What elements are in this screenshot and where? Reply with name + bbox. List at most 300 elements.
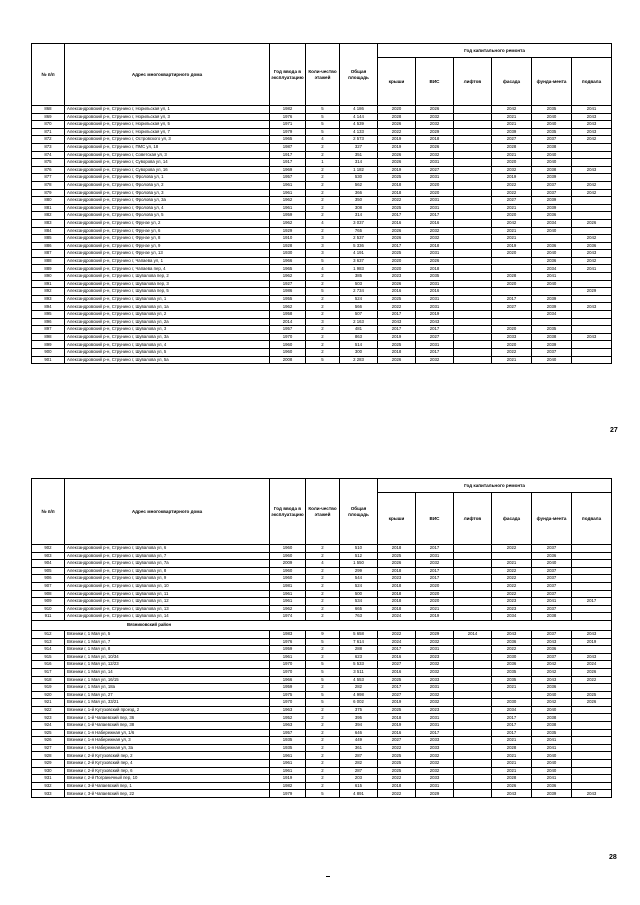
cell-foundation: 2040 <box>532 227 572 235</box>
cell-vis: 2032 <box>416 356 454 364</box>
section-title: Вязниковский район <box>32 620 612 630</box>
cell-roof: 2018 <box>378 349 416 357</box>
cell-lift <box>454 699 492 707</box>
cell-floors: 4 <box>306 265 340 273</box>
cell-basement <box>572 356 612 364</box>
cell-basement: 2042 <box>572 189 612 197</box>
table-row <box>32 143 612 151</box>
cell-basement <box>572 646 612 654</box>
cell-vis: 2031 <box>416 159 454 167</box>
cell-facade: 2022 <box>492 590 532 598</box>
cell-area: 3 511 <box>340 668 378 676</box>
cell-lift <box>454 760 492 768</box>
cell-area: 646 <box>340 729 378 737</box>
table-row <box>32 242 612 250</box>
cell-foundation: 2040 <box>532 159 572 167</box>
cell-vis: 2031 <box>416 197 454 205</box>
cell-num: 931 <box>32 775 65 783</box>
cell-lift <box>454 752 492 760</box>
cell-facade: 2017 <box>492 714 532 722</box>
cell-num: 909 <box>32 598 65 606</box>
cell-floors: 2 <box>306 760 340 768</box>
cell-area: 2 537 <box>340 235 378 243</box>
cell-facade: 2036 <box>492 638 532 646</box>
cell-num: 895 <box>32 311 65 319</box>
cell-num: 930 <box>32 767 65 775</box>
cell-year: 1987 <box>270 143 306 151</box>
cell-roof: 2024 <box>378 613 416 621</box>
cell-num: 869 <box>32 113 65 121</box>
cell-vis: 2032 <box>416 752 454 760</box>
cell-foundation: 2037 <box>532 605 572 613</box>
cell-address: Александровский р-н, Струнино г, Фрунзе ул, 9 <box>65 242 270 250</box>
cell-address: Вязники г, 1 Мая ул, 27 <box>65 691 270 699</box>
cell-floors: 2 <box>306 775 340 783</box>
cell-foundation: 2040 <box>532 113 572 121</box>
cell-basement: 2042 <box>572 181 612 189</box>
cell-floors: 5 <box>306 638 340 646</box>
cell-roof: 2018 <box>378 545 416 553</box>
cell-address: Александровский р-н, Струнино г, Шувалова ул, 14 <box>65 613 270 621</box>
cell-basement <box>572 349 612 357</box>
cell-basement <box>572 613 612 621</box>
header-address: Адрес многоквартирного дома <box>65 479 270 545</box>
cell-year: 1970 <box>270 668 306 676</box>
cell-area: 7 614 <box>340 638 378 646</box>
cell-foundation <box>532 235 572 243</box>
cell-roof: 2019 <box>378 722 416 730</box>
cell-basement: 2043 <box>572 166 612 174</box>
table-header <box>32 479 612 545</box>
cell-foundation: 2037 <box>532 582 572 590</box>
cell-address: Александровский р-н, Струнино г, Фрунзе ул, 8 <box>65 235 270 243</box>
cell-year: 2014 <box>270 318 306 326</box>
cell-foundation: 2041 <box>532 744 572 752</box>
header-repair-group: Год капитального ремонта <box>378 44 612 58</box>
cell-basement <box>572 760 612 768</box>
cell-facade: 2020 <box>492 159 532 167</box>
cell-num: 928 <box>32 752 65 760</box>
cell-floors: 2 <box>306 295 340 303</box>
cell-floors: 2 <box>306 575 340 583</box>
cell-foundation: 2036 <box>532 684 572 692</box>
cell-num: 894 <box>32 303 65 311</box>
cell-lift: 2014 <box>454 630 492 638</box>
page-number: 27 <box>610 427 618 434</box>
cell-roof: 2017 <box>378 311 416 319</box>
cell-foundation: 2035 <box>532 128 572 136</box>
cell-num: 881 <box>32 204 65 212</box>
cell-num: 916 <box>32 661 65 669</box>
cell-roof: 2022 <box>378 197 416 205</box>
cell-area: 299 <box>340 567 378 575</box>
cell-address: Александровский р-н, Струнино г, Суворова ул, 16 <box>65 166 270 174</box>
cell-roof: 2016 <box>378 729 416 737</box>
cell-num: 885 <box>32 235 65 243</box>
table-row <box>32 227 612 235</box>
cell-num: 906 <box>32 575 65 583</box>
cell-facade: 2023 <box>492 605 532 613</box>
cell-roof: 2020 <box>378 265 416 273</box>
cell-facade <box>492 691 532 699</box>
cell-year: 1910 <box>270 235 306 243</box>
cell-year: 1961 <box>270 767 306 775</box>
cell-area: 327 <box>340 143 378 151</box>
cell-vis: 2020 <box>416 181 454 189</box>
cell-roof: 2022 <box>378 303 416 311</box>
cell-foundation: 2037 <box>532 630 572 638</box>
cell-facade <box>492 288 532 296</box>
cell-num: 910 <box>32 605 65 613</box>
cell-address: Александровский р-н, Струнино г, Шувалова ул, 3 <box>65 326 270 334</box>
cell-roof: 2022 <box>378 128 416 136</box>
cell-facade: 2030 <box>492 699 532 707</box>
cell-area: 4 133 <box>340 128 378 136</box>
cell-facade: 2034 <box>492 706 532 714</box>
cell-foundation: 2039 <box>532 295 572 303</box>
cell-roof: 2018 <box>378 714 416 722</box>
cell-year: 1919 <box>270 775 306 783</box>
cell-area: 623 <box>340 653 378 661</box>
cell-area: 3 037 <box>340 219 378 227</box>
cell-area: 765 <box>340 227 378 235</box>
cell-num: 897 <box>32 326 65 334</box>
cell-basement <box>572 744 612 752</box>
table-row <box>32 668 612 676</box>
cell-vis: 2017 <box>416 326 454 334</box>
cell-area: 4 144 <box>340 113 378 121</box>
header-floors: Коли-чество этажей <box>306 479 340 545</box>
cell-facade: 2021 <box>492 113 532 121</box>
cell-lift <box>454 181 492 189</box>
cell-lift <box>454 668 492 676</box>
cell-year: 1960 <box>270 575 306 583</box>
cell-lift <box>454 106 492 114</box>
cell-vis: 2017 <box>416 545 454 553</box>
cell-num: 883 <box>32 219 65 227</box>
cell-roof: 2017 <box>378 646 416 654</box>
cell-floors: 2 <box>306 653 340 661</box>
cell-vis: 2031 <box>416 341 454 349</box>
cell-address: Александровский р-н, Струнино г, Шувалова ул, 6 <box>65 545 270 553</box>
cell-area: 507 <box>340 311 378 319</box>
cell-floors: 2 <box>306 273 340 281</box>
cell-vis: 2020 <box>416 590 454 598</box>
cell-address: Вязники г, 1 Мая ул, 7 <box>65 638 270 646</box>
cell-num: 886 <box>32 242 65 250</box>
cell-year: 1935 <box>270 737 306 745</box>
cell-area: 282 <box>340 684 378 692</box>
cell-area: 4 998 <box>340 691 378 699</box>
cell-foundation: 2034 <box>532 311 572 319</box>
cell-foundation: 2037 <box>532 575 572 583</box>
cell-lift <box>454 684 492 692</box>
cell-vis: 2017 <box>416 212 454 220</box>
cell-roof: 2017 <box>378 212 416 220</box>
cell-floors: 5 <box>306 668 340 676</box>
table-row <box>32 128 612 136</box>
cell-area: 4 191 <box>340 250 378 258</box>
cell-vis: 2031 <box>416 722 454 730</box>
table-row <box>32 638 612 646</box>
cell-vis: 2017 <box>416 729 454 737</box>
cell-lift <box>454 661 492 669</box>
cell-basement: 2043 <box>572 303 612 311</box>
cell-roof: 2018 <box>378 598 416 606</box>
cell-floors: 3 <box>306 318 340 326</box>
cell-year: 1963 <box>270 706 306 714</box>
cell-foundation: 2039 <box>532 790 572 798</box>
cell-roof: 2027 <box>378 737 416 745</box>
cell-foundation: 2036 <box>532 257 572 265</box>
cell-area: 1 550 <box>340 560 378 568</box>
cell-year: 1957 <box>270 174 306 182</box>
housing-repair-table <box>31 478 612 798</box>
cell-foundation: 2043 <box>532 638 572 646</box>
cell-area: 4 186 <box>340 106 378 114</box>
cell-address: Александровский р-н, Струнино г, Шувалова ул, 5 <box>65 349 270 357</box>
cell-facade: 2019 <box>492 242 532 250</box>
cell-year: 1930 <box>270 250 306 258</box>
cell-area: 300 <box>340 349 378 357</box>
cell-roof: 2026 <box>378 235 416 243</box>
cell-lift <box>454 560 492 568</box>
cell-num: 932 <box>32 782 65 790</box>
cell-facade: 2021 <box>492 151 532 159</box>
cell-year: 1961 <box>270 189 306 197</box>
table-body <box>32 106 612 364</box>
cell-year: 1935 <box>270 744 306 752</box>
cell-facade: 2021 <box>492 767 532 775</box>
cell-floors: 2 <box>306 722 340 730</box>
cell-address: Александровский р-н, Струнино г, Шувалова пер, 2 <box>65 273 270 281</box>
cell-num: 905 <box>32 567 65 575</box>
cell-vis: 2018 <box>416 242 454 250</box>
cell-vis: 2031 <box>416 782 454 790</box>
cell-basement <box>572 684 612 692</box>
cell-roof: 2018 <box>378 189 416 197</box>
table-row <box>32 219 612 227</box>
cell-lift <box>454 737 492 745</box>
cell-floors: 2 <box>306 311 340 319</box>
cell-foundation: 2040 <box>532 121 572 129</box>
cell-lift <box>454 303 492 311</box>
cell-year: 1959 <box>270 684 306 692</box>
cell-area: 1 983 <box>340 265 378 273</box>
cell-year: 1966 <box>270 257 306 265</box>
cell-facade <box>492 257 532 265</box>
header-address: Адрес многоквартирного дома <box>65 44 270 106</box>
table-row <box>32 303 612 311</box>
cell-address: Вязники г, 1 Мая ул, 8 <box>65 646 270 654</box>
cell-vis: 2032 <box>416 560 454 568</box>
cell-vis: 2017 <box>416 575 454 583</box>
cell-roof: 2024 <box>378 638 416 646</box>
cell-num: 922 <box>32 706 65 714</box>
cell-area: 385 <box>340 273 378 281</box>
cell-num: 874 <box>32 151 65 159</box>
cell-floors: 2 <box>306 752 340 760</box>
table-row <box>32 151 612 159</box>
cell-area: 5 533 <box>340 661 378 669</box>
table-row <box>32 121 612 129</box>
cell-roof: 2043 <box>378 318 416 326</box>
table-row <box>32 318 612 326</box>
table-body <box>32 545 612 621</box>
cell-basement <box>572 545 612 553</box>
cell-facade: 2020 <box>492 280 532 288</box>
cell-foundation: 2034 <box>532 219 572 227</box>
cell-basement <box>572 204 612 212</box>
cell-foundation: 2039 <box>532 197 572 205</box>
cell-area: 314 <box>340 159 378 167</box>
cell-foundation: 2040 <box>532 767 572 775</box>
cell-basement <box>572 590 612 598</box>
cell-floors: 5 <box>306 106 340 114</box>
cell-floors: 5 <box>306 676 340 684</box>
table-row <box>32 605 612 613</box>
cell-foundation: 2037 <box>532 653 572 661</box>
cell-year: 1958 <box>270 311 306 319</box>
cell-roof: 2017 <box>378 326 416 334</box>
table-row <box>32 575 612 583</box>
cell-facade: 2028 <box>492 273 532 281</box>
cell-basement: 2043 <box>572 121 612 129</box>
cell-year: 1928 <box>270 242 306 250</box>
cell-facade: 2027 <box>492 136 532 144</box>
cell-floors: 2 <box>306 174 340 182</box>
cell-area: 6 002 <box>340 699 378 707</box>
cell-area: 2 163 <box>340 318 378 326</box>
cell-year: 1982 <box>270 782 306 790</box>
cell-address: Александровский р-н, Струнино г, Фрунзе ул, 6 <box>65 227 270 235</box>
cell-facade: 2035 <box>492 668 532 676</box>
cell-area: 395 <box>340 714 378 722</box>
cell-basement <box>572 737 612 745</box>
cell-floors: 2 <box>306 341 340 349</box>
cell-year: 1981 <box>270 582 306 590</box>
cell-year: 1961 <box>270 653 306 661</box>
table-body <box>32 630 612 797</box>
cell-lift <box>454 250 492 258</box>
cell-vis: 2026 <box>416 106 454 114</box>
table-row <box>32 760 612 768</box>
cell-lift <box>454 166 492 174</box>
cell-floors: 9 <box>306 630 340 638</box>
cell-year: 1976 <box>270 638 306 646</box>
cell-foundation: 2035 <box>532 106 572 114</box>
cell-area: 544 <box>340 575 378 583</box>
cell-lift <box>454 197 492 205</box>
cell-facade: 2042 <box>492 106 532 114</box>
cell-lift <box>454 227 492 235</box>
cell-address: Александровский р-н, Струнино г, Фролова ул, 4 <box>65 204 270 212</box>
cell-floors: 2 <box>306 212 340 220</box>
cell-lift <box>454 341 492 349</box>
cell-floors: 2 <box>306 333 340 341</box>
cell-vis: 2027 <box>416 333 454 341</box>
cell-num: 926 <box>32 737 65 745</box>
cell-year: 1970 <box>270 333 306 341</box>
cell-floors: 2 <box>306 197 340 205</box>
cell-roof: 2026 <box>378 151 416 159</box>
cell-floors: 2 <box>306 737 340 745</box>
table-row <box>32 775 612 783</box>
cell-address: Вязники г, 1-й Чапаевский пер, 38 <box>65 722 270 730</box>
cell-facade: 2017 <box>492 729 532 737</box>
cell-basement: 2024 <box>572 661 612 669</box>
cell-floors: 4 <box>306 560 340 568</box>
cell-roof: 2019 <box>378 166 416 174</box>
cell-num: 898 <box>32 333 65 341</box>
cell-area: 863 <box>340 333 378 341</box>
cell-area: 394 <box>340 722 378 730</box>
cell-year: 1961 <box>270 598 306 606</box>
cell-foundation: 2038 <box>532 166 572 174</box>
cell-roof: 2025 <box>378 204 416 212</box>
header-foundation: фунда-мента <box>532 493 572 545</box>
cell-lift <box>454 143 492 151</box>
cell-roof: 2022 <box>378 775 416 783</box>
cell-year: 1960 <box>270 545 306 553</box>
cell-floors: 4 <box>306 219 340 227</box>
cell-year: 1971 <box>270 121 306 129</box>
cell-roof: 2020 <box>378 106 416 114</box>
cell-basement: 2043 <box>572 250 612 258</box>
cell-area: 534 <box>340 598 378 606</box>
cell-address: Александровский р-н, Струнино г, Суворова ул, 14 <box>65 159 270 167</box>
cell-floors: 2 <box>306 181 340 189</box>
cell-vis: 2031 <box>416 174 454 182</box>
cell-vis: 2020 <box>416 598 454 606</box>
cell-area: 566 <box>340 303 378 311</box>
cell-roof: 2026 <box>378 121 416 129</box>
cell-floors: 2 <box>306 204 340 212</box>
table-row <box>32 552 612 560</box>
cell-address: Александровский р-н, Струнино г, Шувалова ул, 4 <box>65 341 270 349</box>
header-lift: лифтов <box>454 493 492 545</box>
cell-floors: 2 <box>306 567 340 575</box>
cell-num: 919 <box>32 684 65 692</box>
cell-lift <box>454 590 492 598</box>
cell-year: 1965 <box>270 265 306 273</box>
cell-address: Александровский р-н, Струнино г, Фрунзе ул, 13 <box>65 250 270 258</box>
cell-vis: 2029 <box>416 630 454 638</box>
table-row <box>32 790 612 798</box>
cell-facade: 2028 <box>492 775 532 783</box>
cell-facade: 2035 <box>492 676 532 684</box>
cell-year: 1970 <box>270 661 306 669</box>
cell-lift <box>454 782 492 790</box>
header-vis: ВИС <box>416 493 454 545</box>
cell-year: 1961 <box>270 204 306 212</box>
cell-area: 3 637 <box>340 257 378 265</box>
cell-foundation: 2038 <box>532 714 572 722</box>
cell-year: 2008 <box>270 356 306 364</box>
cell-year: 1960 <box>270 552 306 560</box>
cell-roof: 2026 <box>378 356 416 364</box>
cell-basement <box>572 159 612 167</box>
cell-floors: 5 <box>306 790 340 798</box>
cell-lift <box>454 691 492 699</box>
cell-lift <box>454 204 492 212</box>
cell-lift <box>454 280 492 288</box>
cell-address: Вязники г, 1 Мая ул, 5 <box>65 630 270 638</box>
table-row <box>32 204 612 212</box>
cell-floors: 2 <box>306 714 340 722</box>
cell-lift <box>454 151 492 159</box>
cell-num: 873 <box>32 143 65 151</box>
